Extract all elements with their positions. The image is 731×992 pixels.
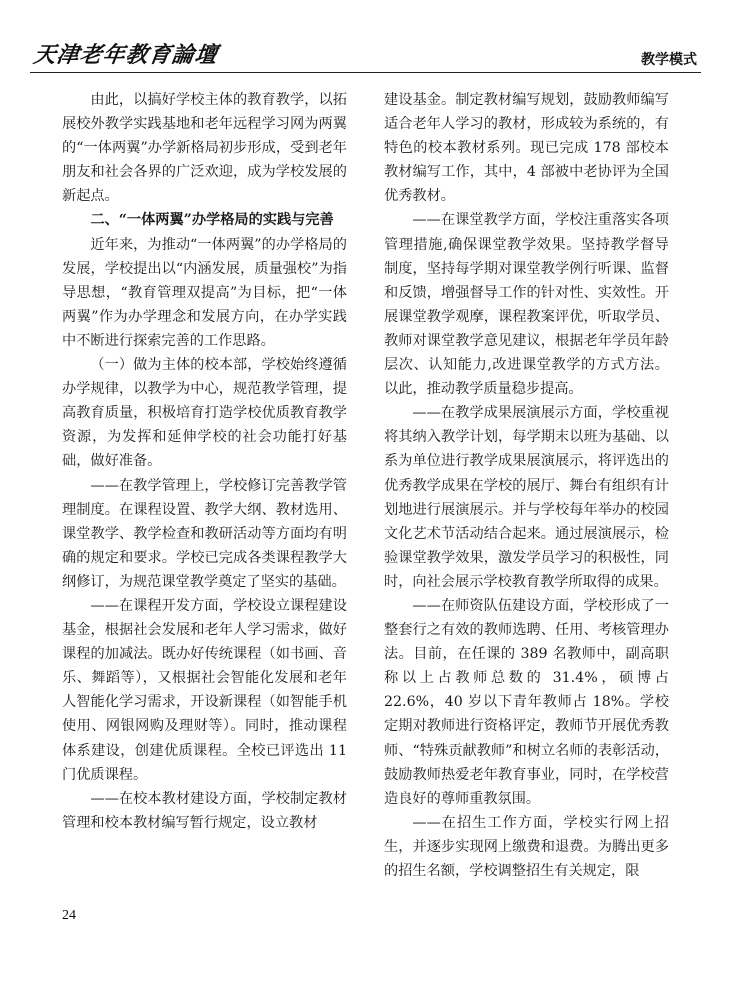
paragraph: 建设基金。制定教材编写规划，鼓励教师编写适合老年人学习的教材，形成较为系统的，有特色的校本教材系列。现已完成 178 部校本教材编写工作，其中，4 部被中老协评为全国优秀教材。 <box>384 92 669 205</box>
paragraph: ——在师资队伍建设方面，学校形成了一整套行之有效的教师选聘、任用、考核管理办法。目前，在任课的 389 名教师中，副高职称以上占教师总数的 31.4%，硕博占 22.6%，40 岁以下青年教师占 18%。学校定期对教师进行资格评定，教师节开展优秀教师、“特殊贡献教师”和树立名师的表彰活动，鼓励教师热爱老年教育事业，同时，在学校营造良好的尊师重教氛围。 <box>384 597 669 807</box>
right-column <box>384 88 669 883</box>
paragraph: （一）做为主体的校本部，学校始终遵循办学规律，以教学为中心，规范教学管理，提高教育质量，积极培育打造学校优质教育教学资源，为发挥和延伸学校的社会功能打好基础，做好准备。 <box>62 357 347 470</box>
paragraph: 近年来，为推动“一体两翼”的办学格局的发展，学校提出以“内涵发展，质量强校”为指导思想，“教育管理双提高”为目标，把“一体两翼”作为办学理念和发展方向，在办学实践中不断进行探索完善的工作思路。 <box>62 236 347 349</box>
paragraph: ——在招生工作方面，学校实行网上招生，并逐步实现网上缴费和退费。为腾出更多的招生名额，学校调整招生有关规定，限 <box>384 814 669 879</box>
section-heading: 二、“一体两翼”办学格局的实践与完善 <box>90 212 334 229</box>
paragraph: ——在课程开发方面，学校设立课程建设基金，根据社会发展和老年人学习需求，做好课程的加减法。既办好传统课程（如书画、音乐、舞蹈等），又根据社会智能化发展和老年人智能化学习需求，开设新课程（如智能手机使用、网银网购及理财等）。同时，推动课程体系建设，创建优质课程。全校已评选出 11 门优质课程。 <box>62 597 347 783</box>
paragraph: ——在教学成果展演展示方面，学校重视将其纳入教学计划，每学期末以班为基础、以系为单位进行教学成果展演展示，将评选出的优秀教学成果在学校的展厅、舞台有组织有计划地进行展演展示。并与学校每年举办的校园文化艺术节活动结合起来。通过展演展示，检验课堂教学效果，激发学员学习的积极性，同时，向社会展示学校教育教学所取得的成果。 <box>384 405 669 590</box>
paragraph: ——在教学管理上，学校修订完善教学管理制度。在课程设置、教学大纲、教材选用、课堂教学、教学检查和教研活动等方面均有明确的规定和要求。学校已完成各类课程教学大纲修订，为规范课堂教学奠定了坚实的基础。 <box>62 477 347 590</box>
paragraph: ——在校本教材建设方面，学校制定教材管理和校本教材编写暂行规定，设立教材 <box>62 790 347 831</box>
paragraph: ——在课堂教学方面，学校注重落实各项管理措施,确保课堂教学效果。坚持教学督导制度，坚持每学期对课堂教学例行听课、监督和反馈，增强督导工作的针对性、实效性。开展课堂教学观摩，课程教案评优，听取学员、教师对课堂教学意见建议，根据老年学员年龄层次、认知能力,改进课堂教学的方式方法。以此，推动教学质量稳步提高。 <box>384 212 669 398</box>
left-column <box>62 88 347 835</box>
page-header <box>30 38 701 73</box>
paragraph: 由此，以搞好学校主体的教育教学，以拓展校外教学实践基地和老年远程学习网为两翼的“一体两翼”办学新格局初步形成，受到老年朋友和社会各界的广泛欢迎，成为学校发展的新起点。 <box>62 92 347 205</box>
section-tag: 教学模式 <box>641 52 697 68</box>
page-number: 24 <box>62 908 76 923</box>
journal-title: 天津老年教育論壇 <box>31 42 220 68</box>
